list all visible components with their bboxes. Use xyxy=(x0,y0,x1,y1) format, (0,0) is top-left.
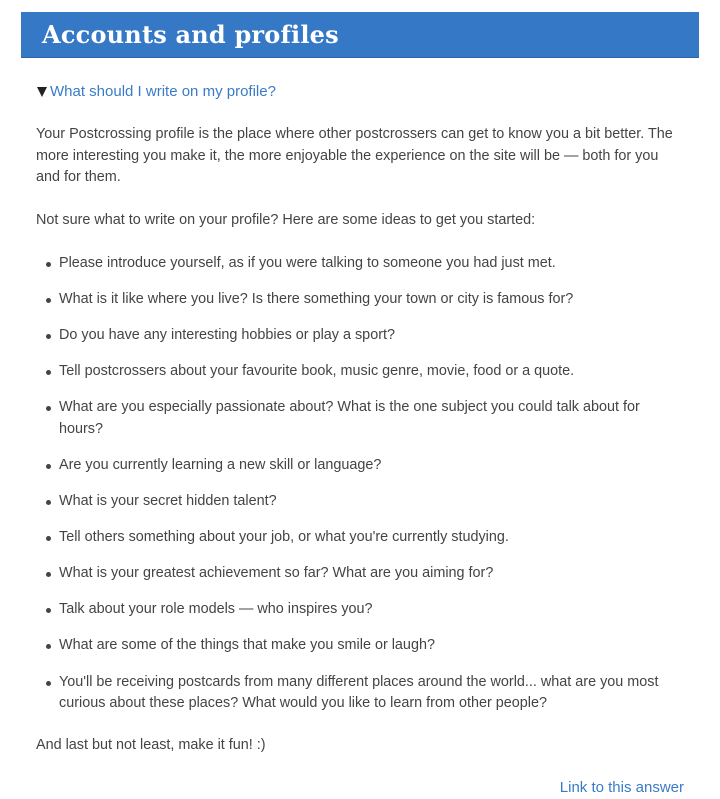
list-item: What are you especially passionate about? What is the one subject you could talk about for hours? xyxy=(59,397,686,440)
list-item: You'll be receiving postcards from many different places around the world... what are you most curious about these places? What would you like to learn from other people? xyxy=(59,672,686,715)
list-item: Do you have any interesting hobbies or play a sport? xyxy=(59,325,686,347)
faq-item xyxy=(36,80,686,756)
list-item: Please introduce yourself, as if you were talking to someone you had just met. xyxy=(59,253,686,275)
section-header xyxy=(21,12,699,58)
answer-lead-paragraph: Not sure what to write on your profile? Here are some ideas to get you started: xyxy=(36,211,536,228)
caret-down-icon[interactable] xyxy=(37,87,47,97)
faq-answer xyxy=(36,124,686,756)
answer-closing-paragraph: And last but not least, make it fun! :) xyxy=(36,736,266,753)
link-to-answer[interactable]: Link to this answer xyxy=(559,779,684,796)
faq-question-toggle[interactable] xyxy=(36,80,686,102)
list-item: What is your greatest achievement so far? What are you aiming for? xyxy=(59,563,686,585)
list-item: Are you currently learning a new skill or language? xyxy=(59,455,686,477)
faq-question-link[interactable]: What should I write on my profile? xyxy=(50,82,276,100)
ideas-list xyxy=(36,253,686,715)
list-item: Tell postcrossers about your favourite book, music genre, movie, food or a quote. xyxy=(59,361,686,383)
list-item: What is it like where you live? Is there something your town or city is famous for? xyxy=(59,289,686,311)
list-item: Talk about your role models — who inspires you? xyxy=(59,599,686,621)
section-title: Accounts and profiles xyxy=(42,20,339,49)
list-item: What is your secret hidden talent? xyxy=(59,491,686,513)
list-item: Tell others something about your job, or what you're currently studying. xyxy=(59,527,686,549)
list-item: What are some of the things that make you smile or laugh? xyxy=(59,635,686,657)
answer-intro-paragraph: Your Postcrossing profile is the place where other postcrossers can get to know you a bit better. The more interesting you make it, the more enjoyable the experience on the site will be — both for you and for them. xyxy=(36,126,673,185)
